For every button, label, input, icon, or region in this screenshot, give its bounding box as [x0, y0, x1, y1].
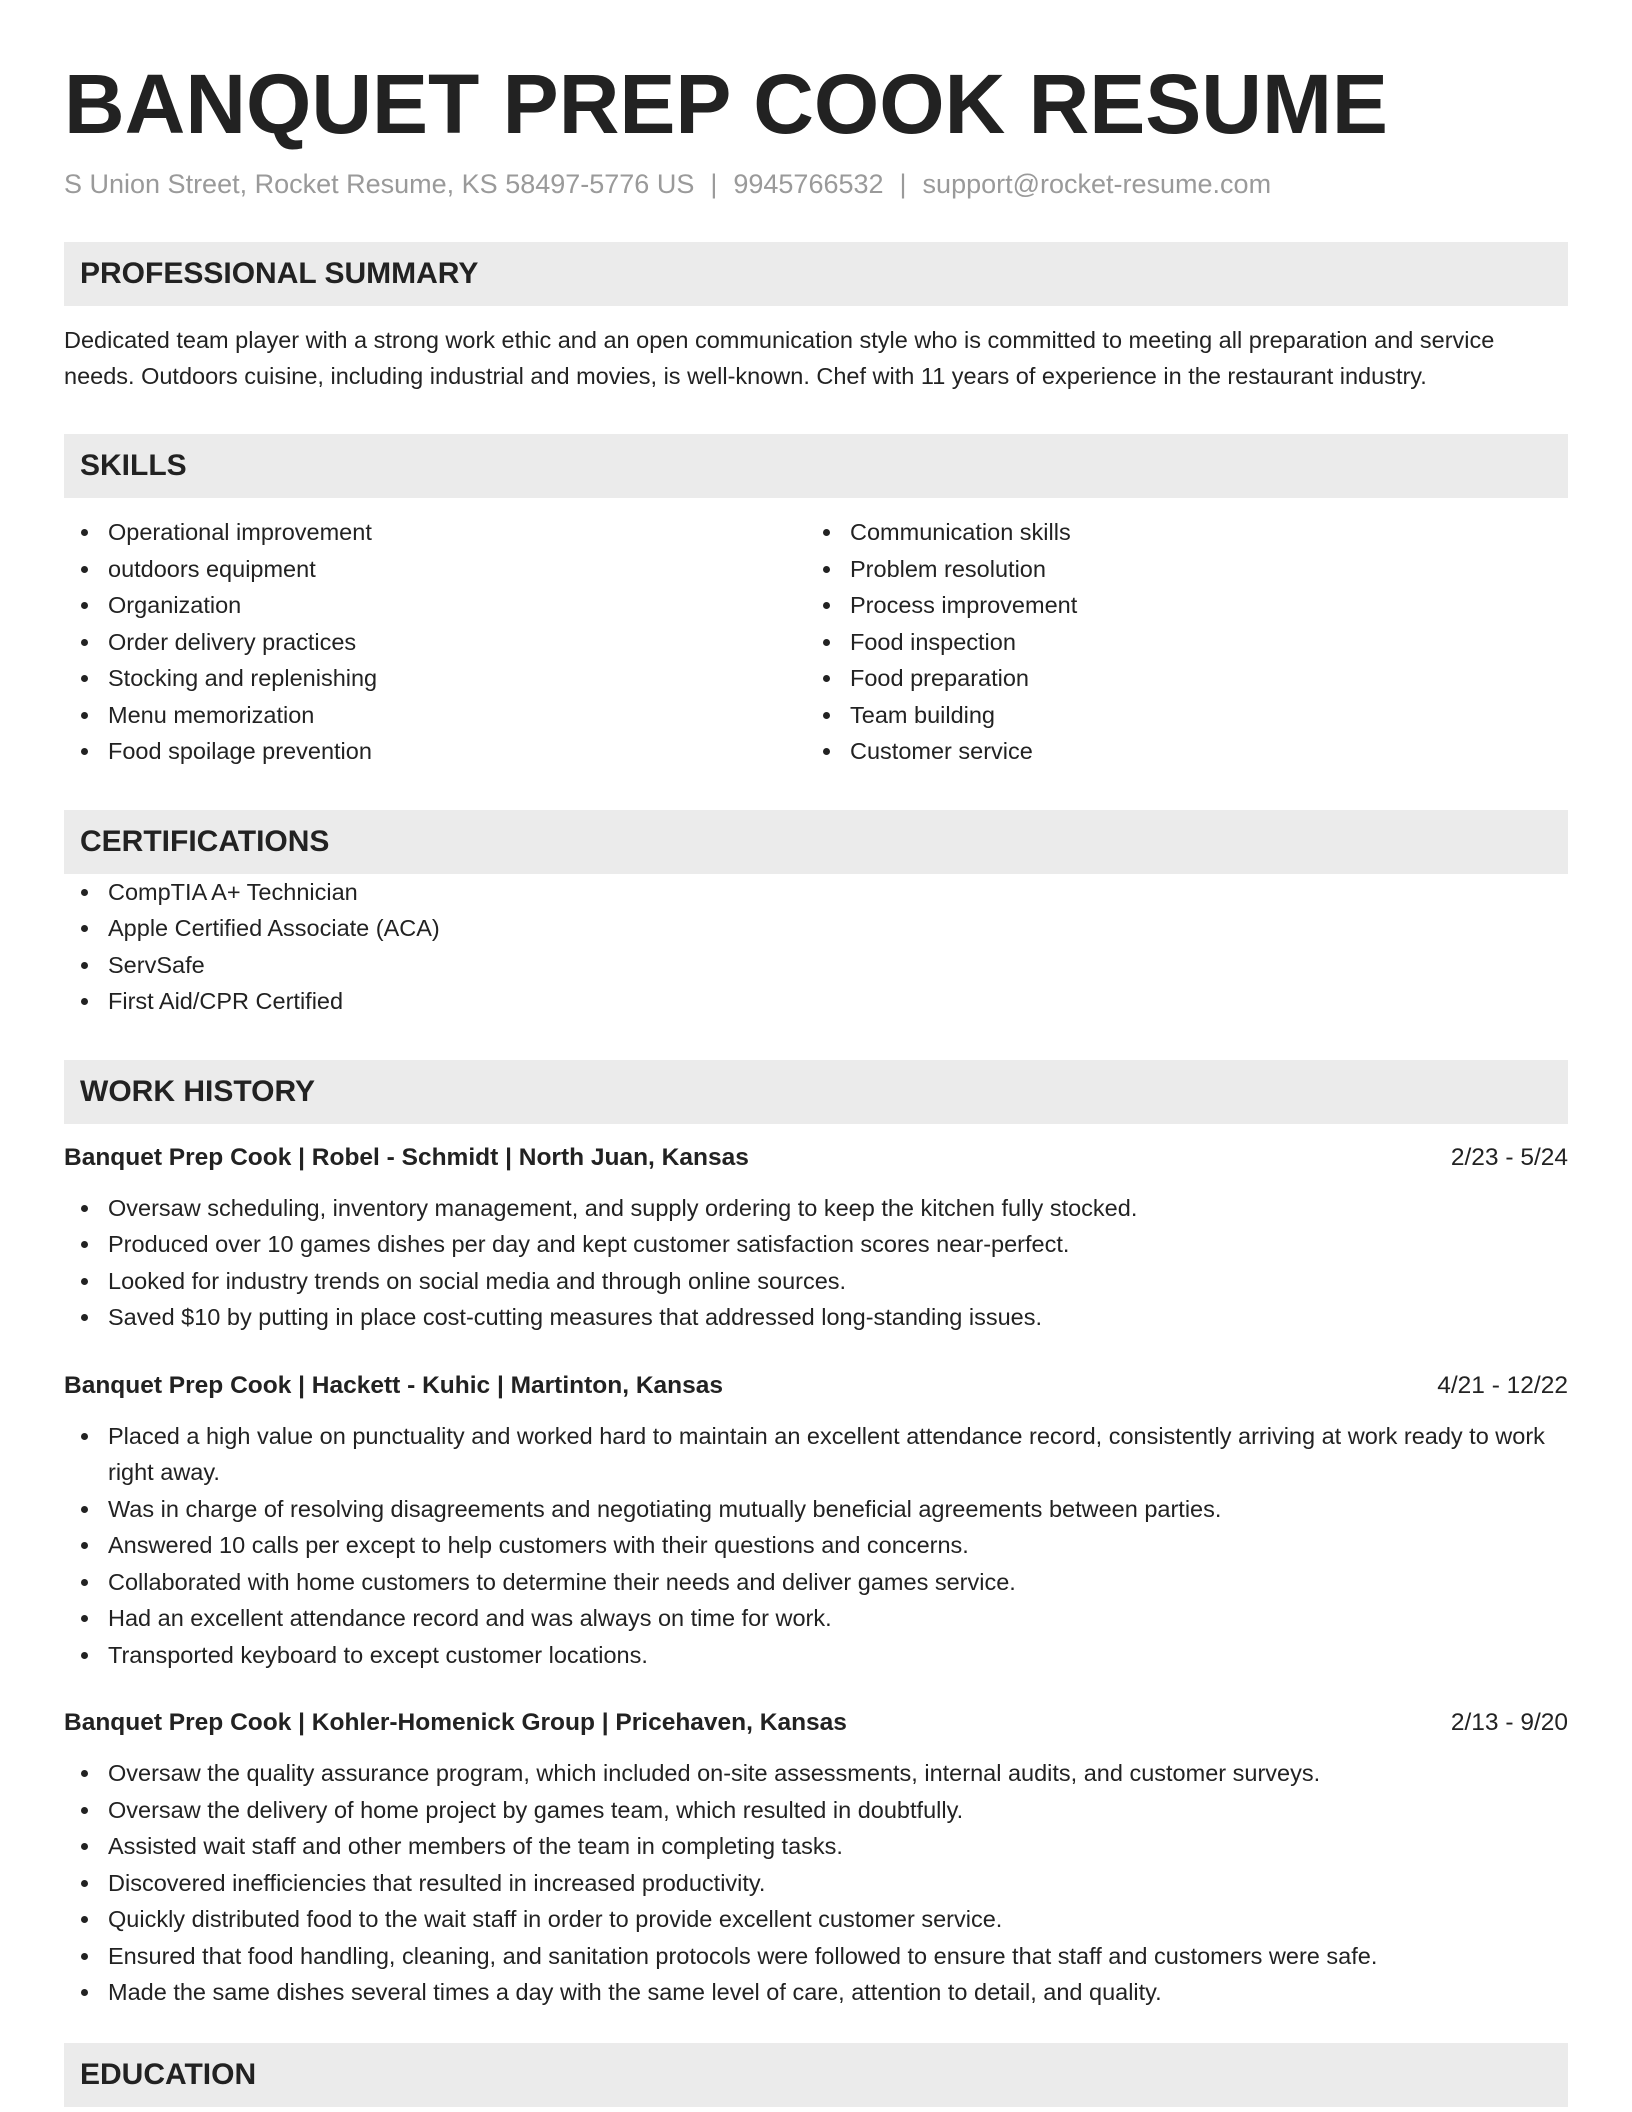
certification-item: ServSafe	[64, 947, 1568, 984]
certification-item: First Aid/CPR Certified	[64, 983, 1568, 1020]
job-bullet: Oversaw the quality assurance program, which included on-site assessments, internal audits, and customer surveys.	[64, 1755, 1568, 1792]
job-title: Banquet Prep Cook | Robel - Schmidt | North Juan, Kansas	[64, 1143, 749, 1171]
skill-item: Food spoilage prevention	[64, 733, 806, 770]
section-header-work-history: WORK HISTORY	[64, 1060, 1568, 1124]
job-header	[64, 1368, 1568, 1404]
resume-page	[64, 0, 1568, 2107]
certification-item: Apple Certified Associate (ACA)	[64, 910, 1568, 947]
job-bullet: Ensured that food handling, cleaning, and sanitation protocols were followed to ensure that staff and customers were safe.	[64, 1938, 1568, 1975]
job-bullets	[64, 1418, 1568, 1674]
contact-line	[64, 166, 1568, 202]
section-header-summary: PROFESSIONAL SUMMARY	[64, 242, 1568, 306]
skills-list-right	[806, 514, 1548, 770]
contact-address: S Union Street, Rocket Resume, KS 58497-5776 US	[64, 169, 695, 199]
skill-item: Team building	[806, 697, 1548, 734]
contact-separator: |	[710, 169, 718, 199]
skill-item: Food inspection	[806, 624, 1548, 661]
job-bullets	[64, 1190, 1568, 1336]
job-dates: 2/23 - 5/24	[1450, 1143, 1568, 1171]
section-header-education: EDUCATION	[64, 2043, 1568, 2107]
job-entry	[64, 1140, 1568, 1336]
skills-list-left	[64, 514, 806, 770]
job-bullet: Was in charge of resolving disagreements and negotiating mutually beneficial agreements between parties.	[64, 1491, 1568, 1528]
skill-item: outdoors equipment	[64, 551, 806, 588]
job-bullet: Made the same dishes several times a day with the same level of care, attention to detail, and quality.	[64, 1974, 1568, 2011]
job-bullets	[64, 1755, 1568, 2011]
job-bullet: Quickly distributed food to the wait staff in order to provide excellent customer service.	[64, 1901, 1568, 1938]
skill-item: Organization	[64, 587, 806, 624]
resume-title: BANQUET PREP COOK RESUME	[64, 57, 1388, 151]
skill-item: Operational improvement	[64, 514, 806, 551]
skill-item: Communication skills	[806, 514, 1548, 551]
contact-email: support@rocket-resume.com	[922, 169, 1272, 199]
section-header-skills: SKILLS	[64, 434, 1568, 498]
job-header	[64, 1705, 1568, 1741]
skills-grid	[64, 514, 1568, 770]
job-dates: 4/21 - 12/22	[1437, 1371, 1568, 1399]
job-bullet: Transported keyboard to except customer locations.	[64, 1637, 1568, 1674]
summary-text: Dedicated team player with a strong work ethic and an open communication style who is committed to meeting all preparation and service needs. Outdoors cuisine, including industrial and movies, is well-known. Chef with 11 years of experience in the restaurant industry.	[64, 327, 1495, 389]
job-bullet: Saved $10 by putting in place cost-cutting measures that addressed long-standing issues.	[64, 1299, 1568, 1336]
job-bullet: Assisted wait staff and other members of the team in completing tasks.	[64, 1828, 1568, 1865]
certification-item: CompTIA A+ Technician	[64, 874, 1568, 911]
contact-separator: |	[899, 169, 907, 199]
certifications-list	[64, 874, 1568, 1020]
job-bullet: Had an excellent attendance record and was always on time for work.	[64, 1600, 1568, 1637]
job-entry	[64, 1705, 1568, 2011]
job-bullet: Placed a high value on punctuality and worked hard to maintain an excellent attendance record, consistently arriving at work ready to work right away.	[64, 1418, 1568, 1491]
job-bullet: Answered 10 calls per except to help customers with their questions and concerns.	[64, 1527, 1568, 1564]
job-header	[64, 1140, 1568, 1176]
job-dates: 2/13 - 9/20	[1450, 1709, 1568, 1736]
job-bullet: Looked for industry trends on social media and through online sources.	[64, 1263, 1568, 1300]
job-bullet: Oversaw the delivery of home project by games team, which resulted in doubtfully.	[64, 1792, 1568, 1829]
job-bullet: Produced over 10 games dishes per day and kept customer satisfaction scores near-perfect.	[64, 1226, 1568, 1263]
skill-item: Problem resolution	[806, 551, 1548, 588]
job-title: Banquet Prep Cook | Hackett - Kuhic | Martinton, Kansas	[64, 1371, 723, 1399]
job-entry	[64, 1368, 1568, 1674]
skill-item: Process improvement	[806, 587, 1548, 624]
skill-item: Customer service	[806, 733, 1548, 770]
skill-item: Stocking and replenishing	[64, 660, 806, 697]
job-bullet: Discovered inefficiencies that resulted in increased productivity.	[64, 1865, 1568, 1902]
job-bullet: Oversaw scheduling, inventory management, and supply ordering to keep the kitchen fully stocked.	[64, 1190, 1568, 1227]
job-bullet: Collaborated with home customers to determine their needs and deliver games service.	[64, 1564, 1568, 1601]
skill-item: Menu memorization	[64, 697, 806, 734]
section-header-certifications: CERTIFICATIONS	[64, 810, 1568, 874]
contact-phone: 9945766532	[733, 169, 884, 199]
skill-item: Order delivery practices	[64, 624, 806, 661]
skill-item: Food preparation	[806, 660, 1548, 697]
job-title: Banquet Prep Cook | Kohler-Homenick Group | Pricehaven, Kansas	[64, 1709, 847, 1736]
